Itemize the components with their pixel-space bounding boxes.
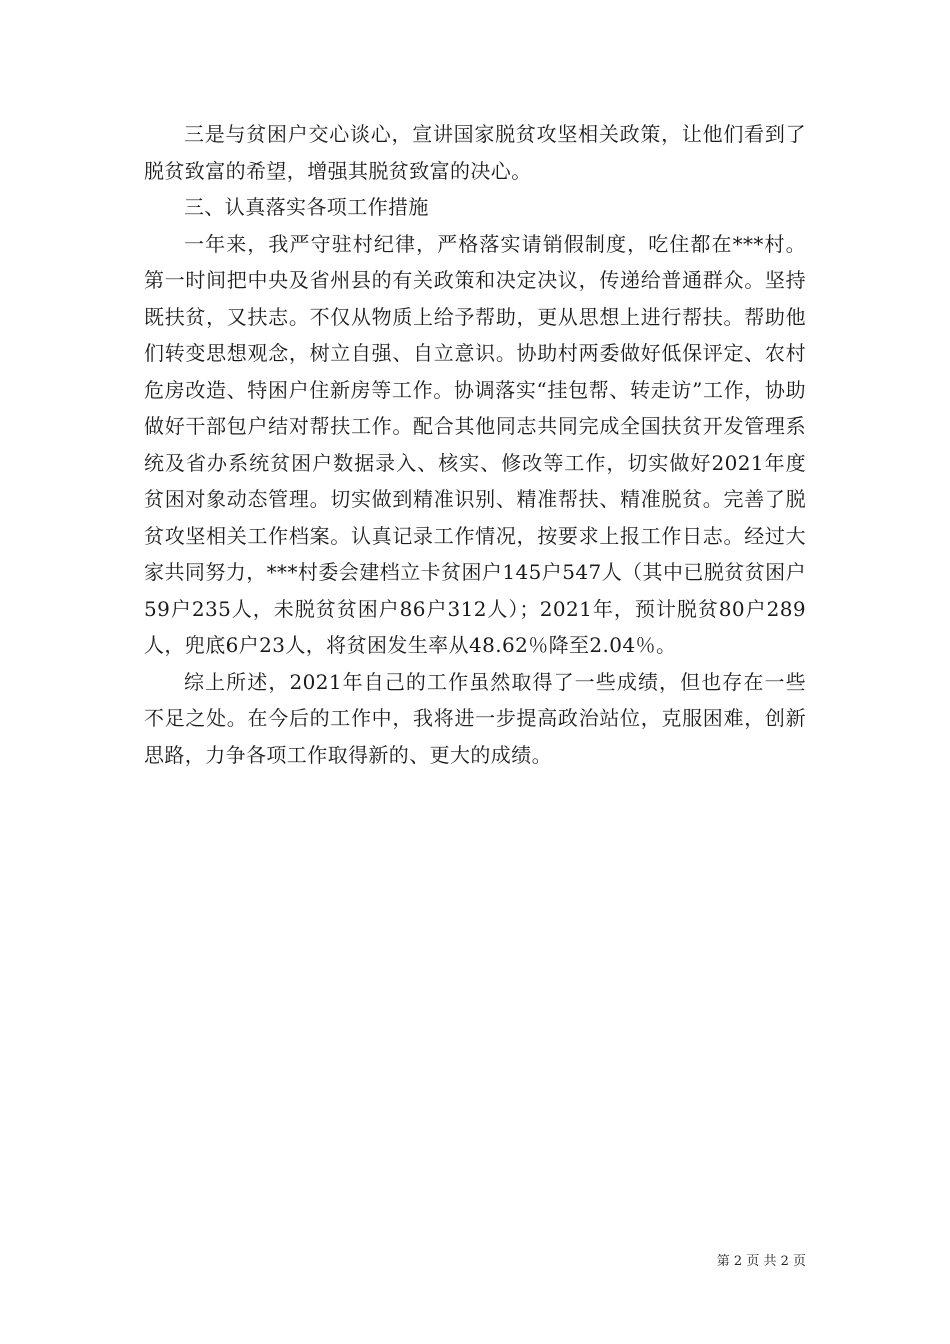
paragraph-work-measures: 一年来，我严守驻村纪律，严格落实请销假制度，吃住都在***村。第一时间把中央及省州县的有关政策和决定决议，传递给普通群众。坚持既扶贫，又扶志。不仅从物质上给予帮助，更从思想上进行帮扶。帮助他们转变思想观念，树立自强、自立意识。协助村两委做好低保评定、农村危房改造、特困户住新房等工作。协调落实“挂包帮、转走访”工作，协助做好干部包户结对帮扶工作。配合其他同志共同完成全国扶贫开发管理系统及省办系统贫困户数据录入、核实、修改等工作，切实做好2021年度贫困对象动态管理。切实做到精准识别、精准帮扶、精准脱贫。完善了脱贫攻坚相关工作档案。认真记录工作情况，按要求上报工作日志。经过大家共同努力，***村委会建档立卡贫困户145户547人（其中已脱贫贫困户59户235人，未脱贫贫困户86户312人）；2021年，预计脱贫80户289人，兜底6户23人，将贫困发生率从48.62％降至2.04％。 (144, 231, 806, 657)
paragraph-talk-with-poor-households: 三是与贫困户交心谈心，宣讲国家脱贫攻坚相关政策，让他们看到了脱贫致富的希望，增强其脱贫致富的决心。 (144, 122, 806, 183)
page-number-footer: 第 2 页 共 2 页 (716, 1254, 806, 1269)
document-body (144, 116, 806, 773)
paragraph-summary: 综上所述，2021年自己的工作虽然取得了一些成绩，但也存在一些不足之处。在今后的工作中，我将进一步提高政治站位，克服困难，创新思路，力争各项工作取得新的、更大的成绩。 (144, 669, 806, 767)
section-heading-three: 三、认真落实各项工作措施 (184, 195, 429, 219)
